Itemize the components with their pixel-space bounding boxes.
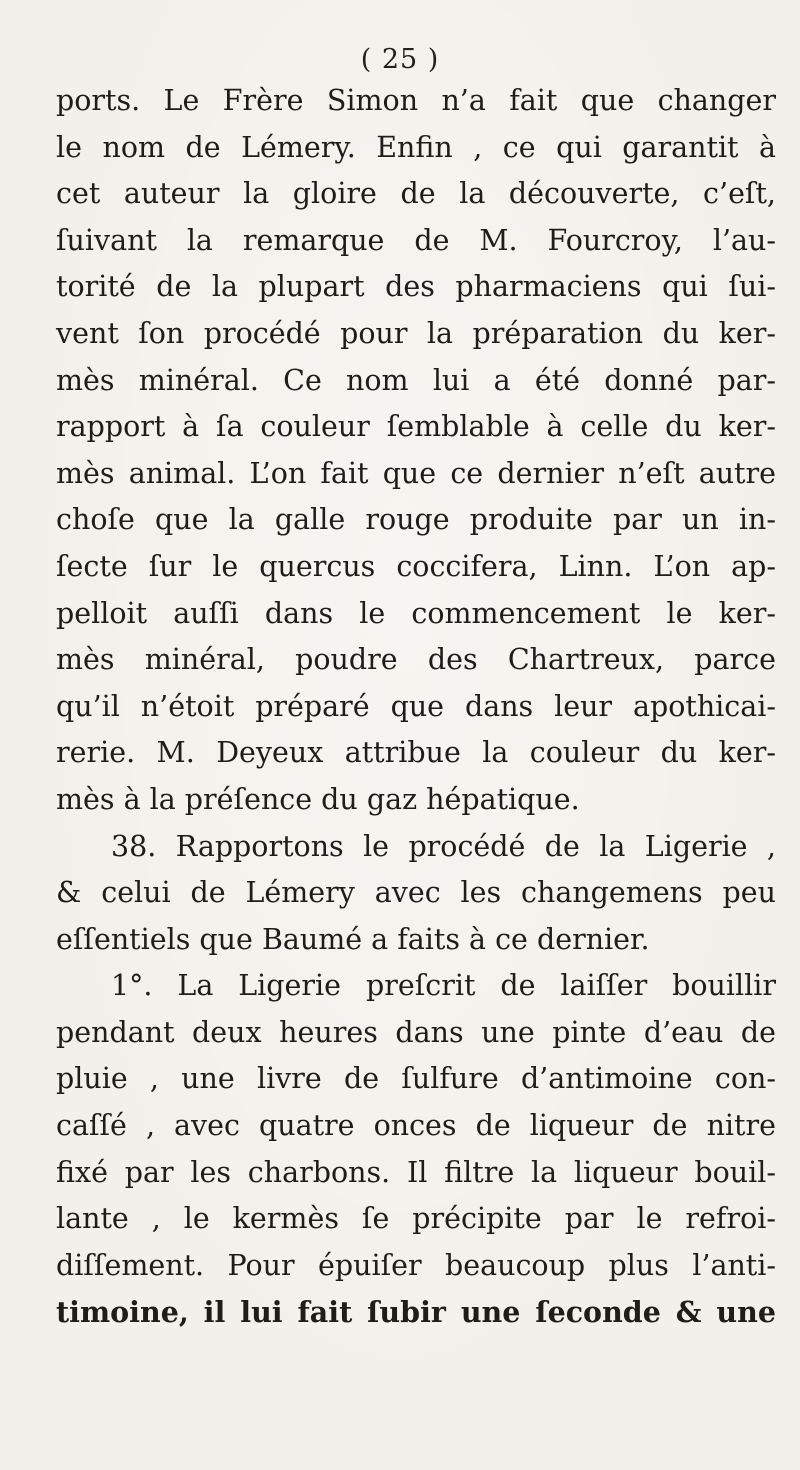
text-line: & celui de Lémery avec les changemens peu bbox=[56, 876, 776, 910]
text-line: pelloit auſſi dans le commencement le ker- bbox=[56, 596, 776, 630]
text-line: mès à la préſence du gaz hépatique. bbox=[56, 782, 580, 816]
text-line: 1°. La Ligerie preſcrit de laiſſer bouillir bbox=[111, 969, 776, 1003]
text-line: rapport à ſa couleur ſemblable à celle du ker- bbox=[56, 410, 776, 444]
text-line: rerie. M. Deyeux attribue la couleur du ker- bbox=[56, 736, 776, 770]
text-line: le nom de Lémery. Enfin , ce qui garantit à bbox=[56, 130, 776, 164]
text-line: ſuivant la remarque de M. Fourcroy, l’au- bbox=[56, 223, 776, 257]
text-line: cet auteur la gloire de la découverte, c’eſt, bbox=[56, 177, 776, 211]
text-line: diſſement. Pour épuiſer beaucoup plus l’anti- bbox=[56, 1248, 776, 1282]
text-line: choſe que la galle rouge produite par un in- bbox=[56, 503, 776, 537]
text-line: qu’il n’étoit préparé que dans leur apothicai- bbox=[56, 689, 776, 723]
text-line: 38. Rapportons le procédé de la Ligerie , bbox=[111, 829, 776, 863]
text-line: pluie , une livre de ſulfure d’antimoine con- bbox=[56, 1062, 776, 1096]
text-line: fixé par les charbons. Il filtre la liqueur bouil- bbox=[56, 1155, 776, 1189]
text-line: pendant deux heures dans une pinte d’eau de bbox=[56, 1015, 776, 1049]
text-line: ports. Le Frère Simon n’a fait que changer bbox=[56, 84, 776, 117]
page-number: ( 25 ) bbox=[360, 44, 440, 75]
text-line: mès minéral, poudre des Chartreux, parce bbox=[56, 643, 776, 677]
text-line: eſſentiels que Baumé a faits à ce dernier. bbox=[56, 922, 650, 956]
text-line: vent ſon procédé pour la préparation du ker- bbox=[56, 316, 776, 350]
text-line: mès animal. L’on fait que ce dernier n’eſt autre bbox=[56, 456, 776, 490]
text-line: mès minéral. Ce nom lui a été donné par- bbox=[56, 363, 776, 397]
text-line: torité de la plupart des pharmaciens qui ſui- bbox=[56, 270, 776, 304]
text-line: lante , le kermès ſe précipite par le refroi- bbox=[56, 1202, 776, 1236]
text-line: caſſé , avec quatre onces de liqueur de nitre bbox=[56, 1109, 776, 1143]
body-text bbox=[56, 78, 776, 1336]
text-line: timoine, il lui fait ſubir une ſeconde & une bbox=[56, 1295, 776, 1330]
text-line: ſecte ſur le quercus coccifera, Linn. L’on ap- bbox=[56, 549, 776, 583]
